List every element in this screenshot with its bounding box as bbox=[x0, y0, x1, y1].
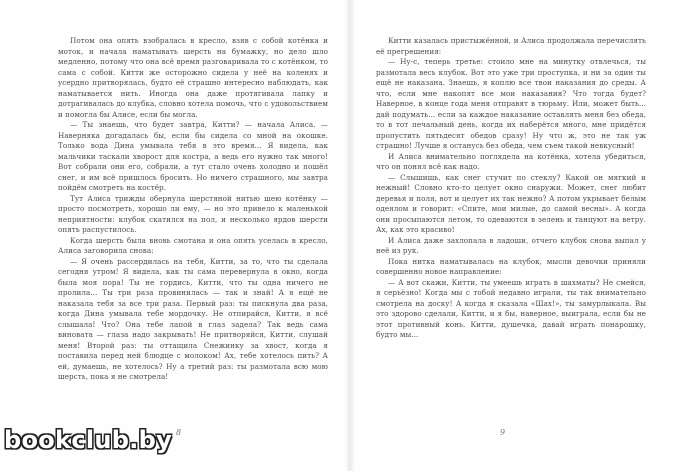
paragraph: Потом она опять взобралась в кресло, взяв с собой котёнка и моток, и начала наматывать шерсть на бумажку, но дело шло медленно, потому что она всё время разговаривала то с котёнком, то сама с собой. Китти же осторожно сидела у неё на коленях и усердно притворялась, будто её страшно интересно наблюдать, как наматывается нить. Иногда она даже протягивала лапку и дотрагивалась до клубка, словно хотела помочь, что с удовольствием и помогла бы Алисе, если бы могла. bbox=[58, 36, 328, 119]
paragraph: — Ты знаешь, что будет завтра, Китти? — начала Алиса. — Наверняка догадалась бы, если бы сидела со мной на окошке. Только вода Дина умывала тебя в это время... Я видела, как мальчики таскали хворост для костра, а ведь его нужно так много! Вот собрали они его, собрали, а тут стало очень холодно и пошёл снег, и им всё пришлось бросить. Но ничего страшного, мы завтра пойдём смотреть на костёр. bbox=[58, 120, 328, 192]
paragraph: — Ну-с, теперь третье: стоило мне на минутку отвлечься, ты размотала весь клубок. Вот это уже три проступка, и ни за один ты ещё не наказана. Знаешь, я коплю все твои наказания до среды. А что, если мне накопят все мои наказания? Что тогда будет? Наверное, в конце года меня отправят в тюрьму. Или, может быть... дай подумать... если за каждое наказание оставлять меня без обеда, то в тот печальный день, когда их наберётся много, мне придётся пропустить пятьдесят обедов сразу! Ну что ж, это не так уж страшно! Лучше я останусь без обеда, чем съем такой невкусный! bbox=[376, 57, 646, 150]
right-page-number: 9 bbox=[500, 428, 506, 437]
paragraph: Тут Алиса трижды обернула шерстяной нитью шею котёнку — просто посмотреть, хорошо ли ему, — но это привело к маленькой неприятности: клубок скатился на пол, и несколько ярдов шерсти опять распустилось. bbox=[58, 193, 328, 234]
left-page-text bbox=[58, 36, 328, 383]
book-gutter bbox=[345, 0, 355, 471]
paragraph: — Я очень рассердилась на тебя, Китти, за то, что ты сделала сегодня утром! Я видела, как ты сама перевернула в окно, когда была моя пора! Ты не гордись, Китти, что ты одна ничего не пролила... Ты три раза провинилась — так и знай! А я ещё не наказала тебя за все три раза. Первый раз: ты пискнула два раза, когда Дина умывала тебе мордочку. Не отпирайся, Китти, я всё слышала! Что? Она тебе лапой в глаз задела? Так ведь сама виновата — глаза надо закрывать! Не притворяйся, Китти, слушай меня! Второй раз: ты оттащила Снежинку за хвост, когда я поставила перед ней блюдце с молоком! Ах, тебе хотелось пить? А ей, думаешь, не хотелось? Ну а третий раз: ты размотала всю мою шерсть, пока я не смотрела! bbox=[58, 256, 328, 381]
watermark-logo: bookclub.by bbox=[4, 426, 173, 454]
paragraph: Китти казалась пристыжённой, и Алиса продолжала перечислять её прегрешения: bbox=[376, 36, 646, 56]
paragraph: Пока нитка наматывалась на клубок, мысли девочки приняли совершенно новое направление: bbox=[376, 256, 646, 276]
right-page-text bbox=[376, 36, 646, 341]
paragraph: — А вот скажи, Китти, ты умеешь играть в шахматы? Не смейся, я серьёзно! Когда мы с тобой недавно играли, ты так внимательно смотрела на доску! А когда я сказала «Шах!», ты замурлыкала. Вы это здорово сделали, Китти, и я бы, наверное, выиграла, если бы не этот противный конь. Китти, душечка, давай играть понарошку, будто мы... bbox=[376, 277, 646, 339]
left-page-number: 8 bbox=[176, 428, 182, 437]
paragraph: И Алиса даже захлопала в ладоши, отчего клубок снова выпал у неё из рук. bbox=[376, 235, 646, 255]
paragraph: — Слышишь, как снег стучит по стеклу? Какой он мягкий и нежный! Словно кто-то целует окно снаружи. Может, снег любит деревья и поля, вот и целует их так нежно? А потом укрывает белым одеялом и говорит: «Спите, мои милые, до самой весны». А когда они просыпаются летом, то одеваются в зелень и танцуют на ветру. Ах, как это красиво! bbox=[376, 172, 646, 234]
paragraph: И Алиса внимательно поглядела на котёнка, хотела убедиться, что он понял всё как надо. bbox=[376, 151, 646, 171]
paragraph: Когда шерсть была вновь смотана и она опять уселась в кресло, Алиса заговорила снова: bbox=[58, 235, 328, 255]
